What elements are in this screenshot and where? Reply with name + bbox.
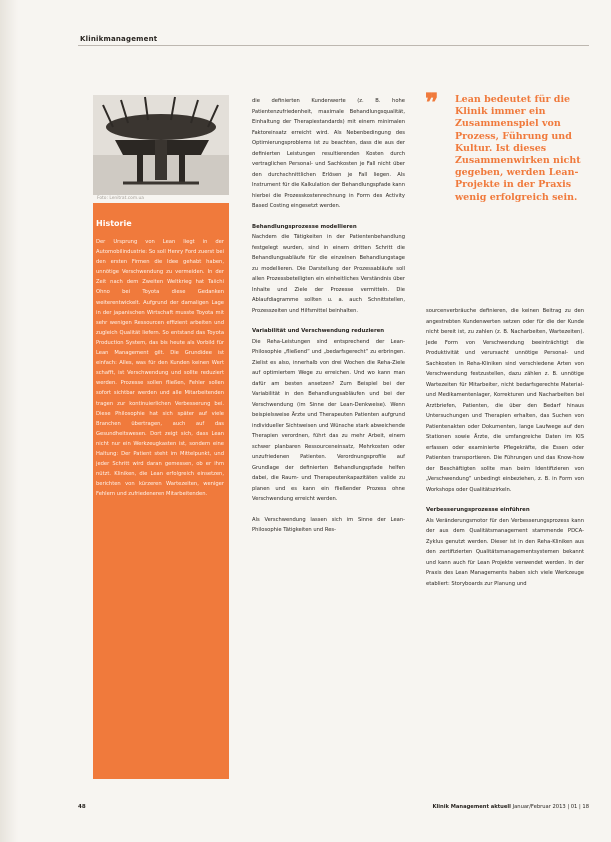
col1-paragraph-2: Nachdem die Tätigkeiten in der Patientenbehandlung festgelegt wurden, sind in einem dritten Schritt die Behandlungsabläufe für die einzelnen Behandlungstage zu modellieren. Die Darstellung der Prozessabläufe soll allen Prozessbeteiligten ein einheitliches Verständnis über Inhalte und Ziele der Prozesse vermitteln. Die Ablaufdiagramme sollten u. a. auch Schnittstellen, Prozesszeiten und Hilfsmittel beinhalten. xyxy=(252,234,405,314)
header-rule xyxy=(78,45,589,46)
article-column-2 xyxy=(426,306,584,589)
col1-paragraph-4: Als Verschwendung lassen sich im Sinne der Lean-Philosophie Tätigkeiten und Res- xyxy=(252,516,405,533)
pull-quote: Lean bedeutet für die Klinik immer ein Zusammenspiel von Prozess, Führung und Kultur. Ist dieses Zusammenwirken nicht gegeben, werden Lean-Projekte in der Praxis wenig erfolgreich sein. xyxy=(455,94,581,203)
photo-image xyxy=(93,95,229,195)
col1-paragraph-1: die definierten Kundenwerte (z. B. hohe Patientenzufriedenheit, maximale Behandlungsqualität, Einhaltung der Therapiestandards) mit einem minimalen Faktoreinsatz erreicht wird. Als Nebenbedingung des Optimierungsproblems ist zu beachten, dass die aus der definierten Leistungen resultierenden Kosten durch vertraglichen Personal- und Sachkosten je Fall nicht über den durchschnittlichen Erlösen je Fall liegen. Als Instrument für die Kalkulation der Behandlungspfade kann hierbei die Prozesskostenrechnung in Form des Activity Based Costing eingesetzt werden. xyxy=(252,98,405,209)
hospital-bed-photo xyxy=(93,95,229,195)
section-label: Klinikmanagement xyxy=(80,35,158,43)
photo-caption: Foto: Lenitrat.com.ua xyxy=(97,196,144,201)
quote-mark-icon: ❞ xyxy=(425,88,439,117)
col1-paragraph-3: Die Reha-Leistungen sind entsprechend der Lean-Philosophie „fließend“ und „bedarfsgerecht“ zu erbringen. Zielist es also, innerhalb von drei Wochen die Reha-Ziele auf optimiertem Wege zu erreichen. Und wo kann man dafür am besten ansetzen? Zum Beispiel bei der Variabilität in den Behandlungsabläufen und bei der Verschwendung (im Sinne der Lean-Denkweise). Wenn beispielsweise Ärzte und Therapeuten Patienten aufgrund individueller Sichtweisen und Wünsche stark abweichende Therapien verordnen, führt das zu mehr Arbeit, einem schwer planbaren Ressourceneinsatz, Mehrkosten oder unzufriedenen Patienten. Verordnungsprofile auf Grundlage der definierten Behandlungspfade helfen dabei, die Raum- und Therapeutenkapazitäten valide zu planen und es kann ein fließender Prozess ohne Verschwendung erreicht werden. xyxy=(252,338,405,502)
col2-paragraph-2: Als Veränderungsmotor für den Verbesserungsprozess kann der aus dem Qualitätsmanagement stammende PDCA-Zyklus genutzt werden. Dieser ist in den Reha-Kliniken aus den zertifizierten Qualitätsmanagementsystemen bekannt und kann auch für Lean Projekte verwendet werden. In der Praxis des Lean Managements haben sich viele Werkzeuge etabliert: Storyboards zur Planung und xyxy=(426,517,584,587)
col1-heading-modellieren: Behandlungsprozesse modellieren xyxy=(252,223,357,230)
page-number: 48 xyxy=(78,804,86,810)
publication-name: Klinik Management aktuell xyxy=(432,804,511,810)
issue-info: Januar/Februar 2013 | 01 | 18 xyxy=(512,804,589,810)
article-column-1 xyxy=(252,96,405,536)
col2-paragraph-1: sourcenverbräuche definieren, die keinen Beitrag zu den angestrebten Kundenwerten setzen oder für die der Kunde nicht bereit ist, zu zahlen (z. B. Nacharbeiten, Wartezeiten). Jede Form von Verschwendung beeinträchtigt die Produktivität und verursacht unnötige Personal- und Sachkosten in Reha-Kliniken sind verschiedene Arten von Verschwendung festzustellen, dazu zählen z. B. unnötige Wartezeiten für Mitarbeiter, nicht bedarfsgerechte Material- und Medikamentenlager, Korrekturen und Nacharbeiten bei Arztbriefen, Patienten, die über den Bedarf hinaus Untersuchungen und Therapien erhalten, das Suchen von Patientenakten oder Dokumenten, lange Laufwege auf den Stationen sowie Ärzte, die umfangreiche Daten im KIS erfassen oder examinierte Pflegekräfte, die Essen oder Patienten transportieren. Die Führungen und das Know-how der Beschäftigten sollte man beim Identifizieren von „Verschwendung“ unbedingt einbeziehen, z. B. in Form von Workshops oder Qualitätszirkeln. xyxy=(426,308,584,493)
footer-publication xyxy=(432,804,589,810)
col1-heading-variabilitaet: Variabilität und Verschwendung reduzieren xyxy=(252,328,385,334)
col2-heading-verbesserung: Verbesserungsprozesse einführen xyxy=(426,507,530,513)
sidebar-text: Der Ursprung von Lean liegt in der Automobilindustrie: So soll Henry Ford zuerst bei den ersten Firmen die Idee gehabt haben, unnötige Verschwendung zu vermeiden. In der Zeit nach dem Zweiten Weltkrieg hat Taiichi Ohno bei Toyota diese Gedanken weiterentwickelt. Aufgrund der damaligen Lage in der japanischen Wirtschaft musste Toyota mit sehr wenigen Ressourcen effizient arbeiten und zugleich Qualität liefern. So entstand das Toyota Production System, das bis heute als Vorbild für Lean Management gilt. Die Grundidee ist einfach: Alles, was für den Kunden keinen Wert schafft, ist Verschwendung und sollte reduziert werden. Prozesse sollen fließen, Fehler sollen sofort sichtbar werden und alle Mitarbeitenden tragen zur kontinuierlichen Verbesserung bei. Diese Philosophie hat sich später auf viele Branchen übertragen, auch auf das Gesundheitswesen. Dort zeigt sich, dass Lean nicht nur ein Werkzeugkasten ist, sondern eine Haltung: Der Patient steht im Mittelpunkt, und jeder Schritt wird daran gemessen, ob er ihm nützt. Kliniken, die Lean erfolgreich einsetzen, berichten von kürzeren Wartezeiten, weniger Fehlern und zufriedeneren Mitarbeitenden. xyxy=(96,239,224,498)
sidebar-title: Historie xyxy=(96,219,132,228)
page-gutter-shadow xyxy=(0,0,18,842)
